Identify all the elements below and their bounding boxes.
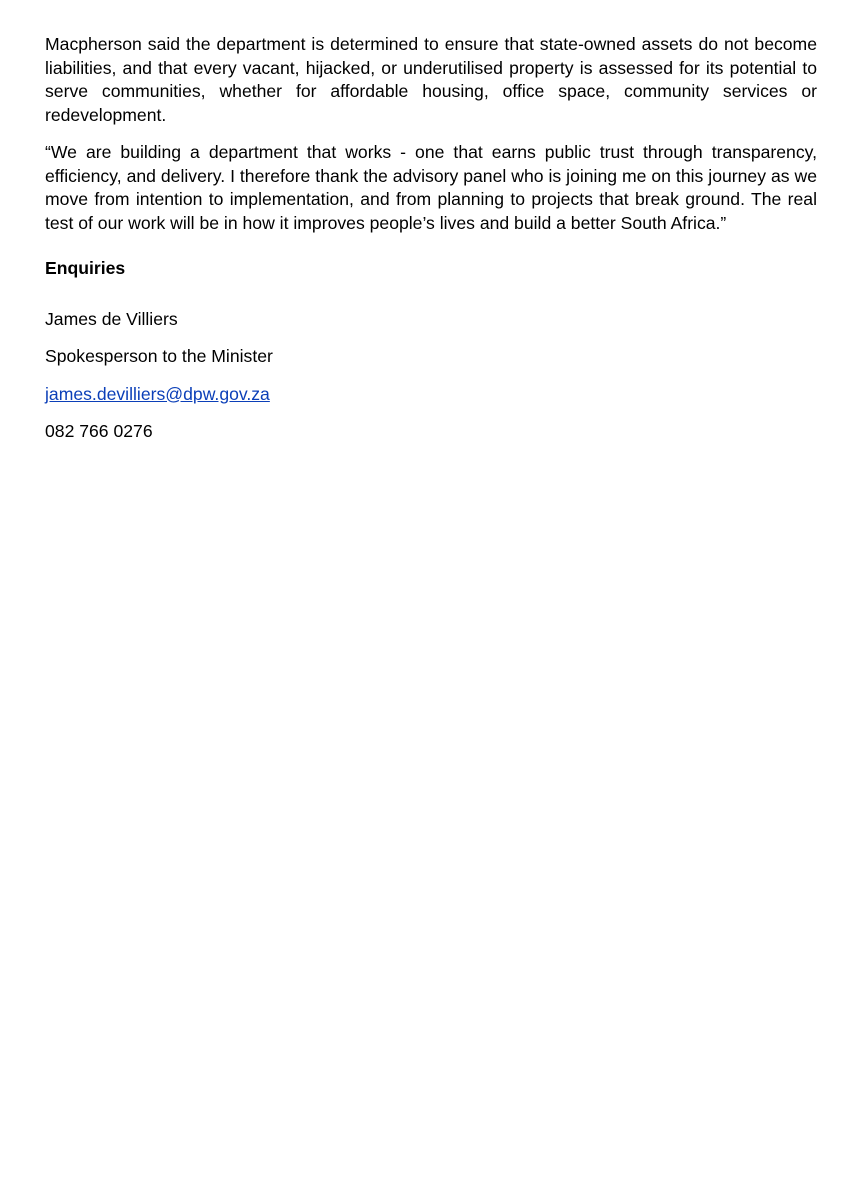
enquiries-heading: Enquiries [45,258,126,278]
contact-email-link[interactable]: james.devilliers@dpw.gov.za [45,383,270,404]
body-paragraph-2-quote: “We are building a department that works - one that earns public trust through transparency, efficiency, and delivery. I therefore thank the advisory panel who is joining me on this journey as we move from intention to implementation, and from planning to projects that break ground. The real test of our work will be in how it improves people’s lives and build a better South Africa.” [45,142,817,233]
contact-email-line [45,383,817,407]
contact-name: James de Villiers [45,308,178,329]
contact-role: Spokesperson to the Minister [45,346,273,366]
contact-phone: 082 766 0276 [45,421,153,441]
document-page [45,33,817,444]
body-paragraph-1: Macpherson said the department is determined to ensure that state-owned assets do not become liabilities, and that every vacant, hijacked, or underutilised property is assessed for its potential to serve communities, whether for affordable housing, office space, community services or redevelopment. [45,34,817,125]
